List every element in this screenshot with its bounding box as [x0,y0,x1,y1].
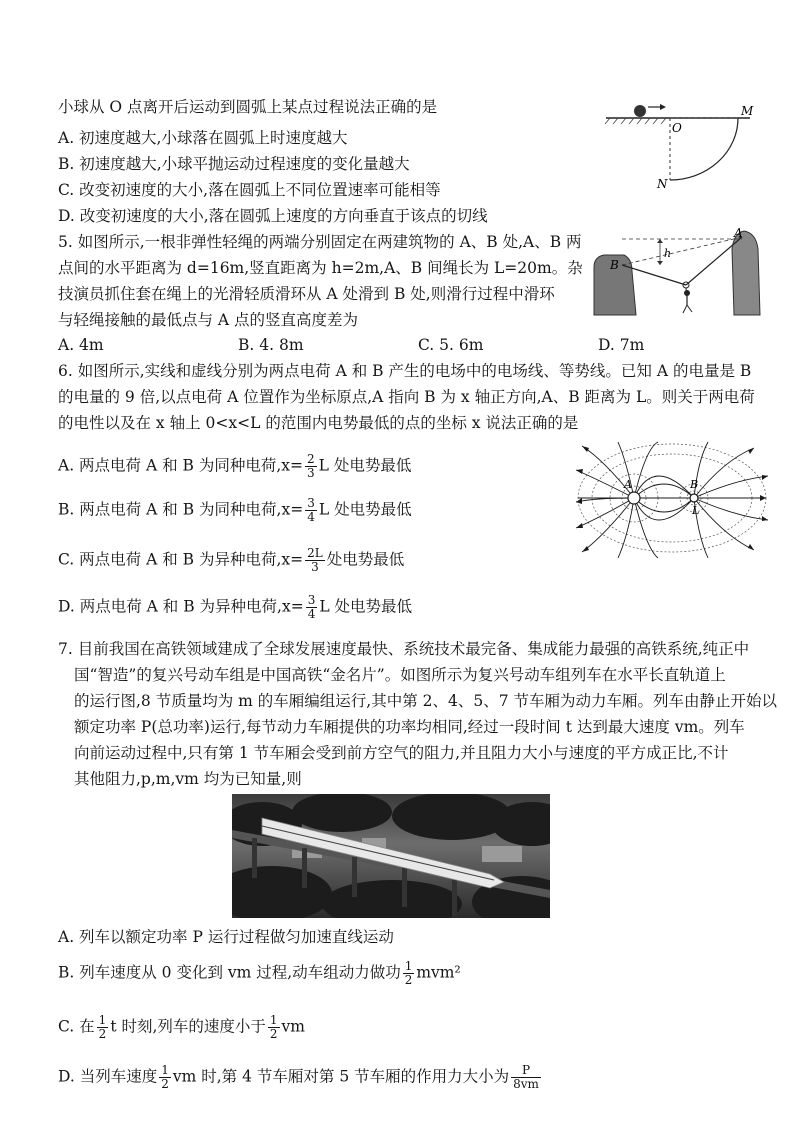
q5-option-b[interactable]: B. 4. 8m [238,336,304,354]
q4-stem-tail: 小球从 O 点离开后运动到圆弧上某点过程说法正确的是 [58,98,438,116]
q6-option-a[interactable]: A. 两点电荷 A 和 B 为同种电荷,x= $\frac{2}{3}$ L 处电势最低 [58,452,412,480]
q5-option-c[interactable]: C. 5. 6m [418,336,484,354]
ball-icon [634,105,646,117]
q6-figure [574,440,770,560]
q7-option-a[interactable]: A. 列车以额定功率 P 运行过程做匀加速直线运动 [58,928,394,946]
q7-option-b[interactable]: B. 列车速度从 0 变化到 vm 过程,动车组动力做功 $\frac{1}{2}$ mvm² [58,959,461,987]
q5-option-d[interactable]: D. 7m [598,336,645,354]
q4-option-a[interactable]: A. 初速度越大,小球落在圆弧上时速度越大 [58,129,348,147]
charge-b-icon [690,494,698,502]
q7-option-d[interactable]: D. 当列车速度 $\frac{1}{2}$ vm 时,第 4 节车厢对第 5 节车厢的作用力大小为 $\frac{P}{8vm}$ [58,1063,539,1091]
svg-text:A: A [734,226,743,240]
q6-option-c[interactable]: C. 两点电荷 A 和 B 为异种电荷,x= $\frac{2L}{3}$ 处电势最低 [58,546,405,574]
svg-text:B: B [610,258,619,272]
q4-option-c[interactable]: C. 改变初速度的大小,落在圆弧上不同位置速率可能相等 [58,181,441,199]
q5-stem-line-1: 5. 如图所示,一根非弹性轻绳的两端分别固定在两建筑物的 A、B 处,A、B 两 [58,233,582,251]
q7-stem-line-3: 的运行图,8 节质量均为 m 的车厢编组运行,其中第 2、4、5、7 节车厢为动力车厢。列车由静止开始以 [74,692,777,710]
q6-stem-line-1: 6. 如图所示,实线和虚线分别为两点电荷 A 和 B 产生的电场中的电场线、等势线。已知 A 的电量是 B [58,362,752,380]
svg-text:A: A [624,478,632,491]
train-photo [232,794,550,918]
q4-figure [600,94,770,199]
q7-option-c[interactable]: C. 在 $\frac{1}{2}$ t 时刻,列车的速度小于 $\frac{1}{2}$ vm [58,1013,306,1041]
q5-stem-line-4: 与轻绳接触的最低点与 A 点的竖直高度差为 [58,311,359,329]
q5-option-a[interactable]: A. 4m [58,336,104,354]
q5-stem-line-3: 技演员抓住套在绳上的光滑轻质滑环从 A 处滑到 B 处,则滑行过程中滑环 [58,285,555,303]
q7-stem-line-4: 额定功率 P(总功率)运行,每节动力车厢提供的功率均相同,经过一段时间 t 达到最大速度 vm。列车 [74,718,745,736]
q7-stem-line-6: 其他阻力,p,m,vm 均为已知量,则 [74,770,302,788]
q6-stem-line-2: 的电量的 9 倍,以点电荷 A 位置作为坐标原点,A 指向 B 为 x 轴正方向,A、B 距离为 L。则关于两电荷 [58,388,755,406]
q7-stem-line-2: 国“智造”的复兴号动车组是中国高铁“金名片”。如图所示为复兴号动车组列车在水平长直轨道上 [74,666,726,684]
svg-text:h: h [664,247,672,260]
charge-a-icon [628,492,640,504]
svg-text:O: O [672,121,682,135]
svg-text:B: B [690,478,699,491]
q6-stem-line-3: 的电性以及在 x 轴上 0<x<L 的范围内电势最低的点的坐标 x 说法正确的是 [58,414,579,432]
svg-text:L: L [692,504,700,517]
q6-option-d[interactable]: D. 两点电荷 A 和 B 为异种电荷,x= $\frac{3}{4}$ L 处电势最低 [58,593,413,621]
q5-figure [588,225,778,320]
svg-text:N: N [657,177,668,191]
q4-option-b[interactable]: B. 初速度越大,小球平抛运动过程速度的变化量越大 [58,155,410,173]
svg-text:M: M [741,104,754,118]
q7-stem-line-5: 向前运动过程中,只有第 1 节车厢会受到前方空气的阻力,并且阻力大小与速度的平方成正比,不计 [74,744,729,762]
q6-option-b[interactable]: B. 两点电荷 A 和 B 为同种电荷,x= $\frac{3}{4}$ L 处电势最低 [58,496,412,524]
q4-option-d[interactable]: D. 改变初速度的大小,落在圆弧上速度的方向垂直于该点的切线 [58,207,488,225]
q7-stem-line-1: 7. 目前我国在高铁领域建成了全球发展速度最快、系统技术最完备、集成能力最强的高铁系统,纯正中 [58,640,750,658]
q5-stem-line-2: 点间的水平距离为 d=16m,竖直距离为 h=2m,A、B 间绳长为 L=20m。杂 [58,259,583,277]
